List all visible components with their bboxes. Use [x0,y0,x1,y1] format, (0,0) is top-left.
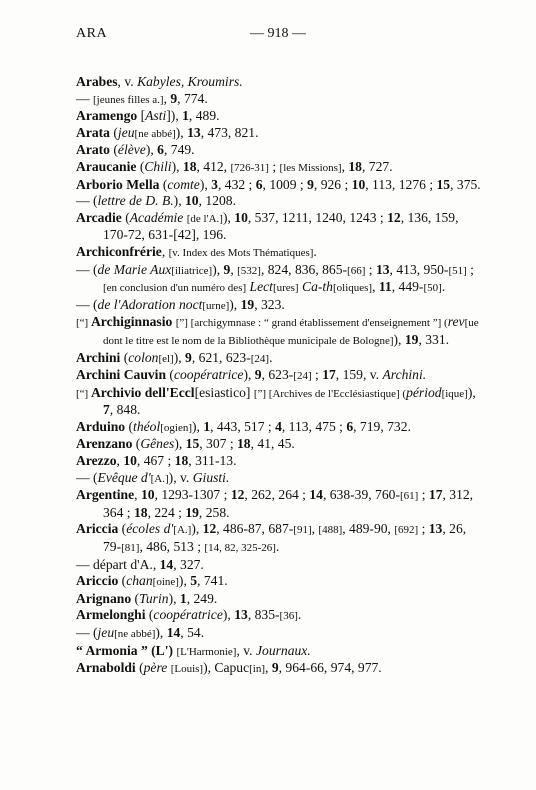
entry-headword: Arcadie [76,209,122,225]
entry-text: Archini. [382,367,427,383]
entry-headword: 9 [271,660,279,676]
entry-text: [”] [archigymnase : “ grand établissement d'enseignement ”] ( [175,317,448,330]
index-entry [76,177,481,194]
entry-text: ; [466,261,474,277]
entry-text: lettre de D. B. [97,193,174,209]
entry-text: [ne abbé] [114,628,156,640]
entry-text: Journaux. [255,642,311,658]
entry-text: [24] [293,370,312,383]
entry-text: [en conclusion d'un numéro des] [103,282,247,295]
entry-text: ( [159,176,168,192]
entry-headword: 9 [254,367,262,383]
entry-text: [v. Index des Mots Thématiques] [168,246,314,259]
entry-text: rev [447,314,465,330]
entry-headword: 17 [322,367,336,383]
entry-text: Kabyles, Kroumirs. [137,74,243,89]
entry-text: ; [365,261,376,277]
index-entry [76,91,481,109]
entry-text: , 489-90, [342,521,395,537]
entry-text: . [297,607,302,623]
entry-headword: 18 [182,158,197,174]
entry-headword: 5 [190,573,198,589]
entry-headword: 6 [346,418,354,434]
index-entry [76,262,481,297]
entry-text: , v. [117,74,138,89]
entry-text: écoles d' [126,521,174,537]
index-entry [76,125,481,143]
entry-headword: Araucanie [76,158,137,174]
entry-text: [692] [394,524,419,537]
entry-text: . [313,243,317,259]
entry-text: [“] [76,387,91,400]
entry-text: , 489. [188,108,220,124]
entry-text: Evêque d' [97,469,151,485]
entry-text: [ [137,108,146,124]
entry-text: ), [174,436,186,452]
entry-text: ( [118,573,127,589]
entry-text: Académie [129,209,184,225]
index-entry [76,453,481,470]
entry-text: [ures] [272,282,299,295]
entry-headword: 6 [157,142,164,158]
entry-text: , [372,279,379,295]
entry-text: , 774. [177,90,208,106]
entry-text: élève [117,142,146,158]
entry-text: ( [121,209,130,225]
entry-headword: 19 [185,504,199,520]
entry-headword: 4 [275,418,282,434]
entry-text: . [275,539,280,555]
entry-text: , 375. [450,176,481,192]
index-entry [76,193,481,210]
entry-text: , 41, 45. [250,436,295,452]
entry-text: [iliatrice] [171,264,213,277]
entry-text: [A.] [173,524,192,537]
entry-headword: 10 [185,193,199,209]
entry-text: , [265,660,272,676]
entry-text: ), [243,367,255,383]
entry-text: Turin [139,590,169,606]
entry-headword: 13 [234,607,248,623]
entry-text: [oliques] [332,282,373,295]
entry-text: . [269,349,273,365]
entry-text: , 113, 475 ; [281,418,347,434]
entry-headword: 19 [240,296,255,312]
entry-text: [urne] [202,299,230,312]
entry-text: , [230,261,238,277]
entry-text: , 258. [198,504,230,520]
entry-headword: “ Armonia ” (L') [76,642,174,658]
entry-text: , 54. [180,625,205,640]
entry-headword: Arnaboldi [76,660,136,676]
entry-text: , 432 ; [217,176,256,192]
entry-headword: Archivio dell'Eccl [90,384,195,400]
entry-text: [24] [250,352,270,365]
entry-headword: Argentine [76,487,135,503]
entry-headword: 15 [185,436,200,452]
entry-text: [50] [423,282,442,295]
entry-headword: 10 [123,453,137,469]
entry-text: [el] [158,352,174,365]
entry-text: , 262, 264 ; [244,487,310,503]
entry-headword: 12 [387,209,401,225]
entry-text: , 26, 79- [103,521,467,555]
entry-text: , 312, 364 ; [103,487,474,520]
index-entry [76,557,481,574]
entry-text: ; [418,521,429,537]
entry-headword: Arduino [76,418,126,434]
entry-text: , 1293-1307 ; [154,487,231,503]
entry-text: — ( [76,469,98,485]
entry-text: , v. [236,642,256,658]
entry-headword: 18 [237,436,251,452]
entry-text: périod [406,384,442,400]
entry-headword: 17 [428,487,443,503]
entry-headword: 6 [255,176,263,192]
entry-text: ; [311,367,323,383]
index-entry [76,159,481,177]
entry-headword: 9 [307,176,314,192]
entry-headword: 10 [351,176,366,192]
entry-text: , 467 ; [136,453,175,469]
entry-text: , 621, 623- [191,349,251,365]
entry-text: , 964-66, 974, 977. [278,660,382,676]
entry-text: , 926 ; [313,176,352,192]
entry-text: jeu [117,124,135,140]
entry-text: [A.] [150,472,169,485]
entry-text: chan [126,573,153,589]
entry-text: ), [222,607,235,623]
entry-text: ( [135,660,144,676]
entry-headword: 14 [166,625,181,640]
entry-text: , 1009 ; [262,176,308,192]
entry-text: Lect [249,279,273,295]
index-entry [76,591,481,608]
entry-text: , 412, [196,158,231,174]
entry-headword: 1 [203,418,211,434]
entry-text: coopératrice [173,367,244,383]
index-entry [76,350,481,368]
entry-text: ), [173,349,186,365]
entry-text: , 727. [361,158,393,174]
entry-headword: 13 [375,261,390,277]
entry-text: , 749. [163,142,195,158]
entry-text: , 486-87, 687- [216,521,294,537]
entry-text: [61] [399,490,419,503]
index-entry [76,521,481,556]
entry-text: Asti [145,108,167,124]
entry-headword: 18 [174,453,189,469]
entry-text: ), Capuc [203,660,250,676]
entry-text: , 835- [247,607,280,623]
entry-text: Chili [144,158,172,174]
entry-text: [ne abbé] [134,127,176,140]
entry-text: ), [175,124,188,140]
entry-text: [ue dont le titre est le nom de la Bibliothèque municipale de Bologne] [103,317,479,347]
entry-headword: 18 [133,504,148,520]
entry-text: , 443, 517 ; [210,418,276,434]
entry-text: , 136, 159, 170-72, 631-[42], 196. [103,209,459,243]
entry-text: , 159, v. [335,367,383,383]
page-number: — 918 — [250,26,306,41]
index-entry [76,470,481,488]
entry-text: , 824, 836, 865- [260,261,348,277]
entry-text: coopératrice [153,607,223,623]
index-entry [76,210,481,244]
entry-text: , 249. [186,590,218,606]
entry-text: ( [166,367,174,383]
entry-text: ), [155,625,167,640]
entry-text: — ( [76,625,98,640]
entry-text: ), [393,331,405,347]
entry-text: ( [145,607,154,623]
index-entry [76,607,481,625]
index-entry [76,487,481,521]
index-entry [76,385,481,419]
entry-headword: 15 [436,176,451,192]
index-entry [76,419,481,437]
entry-text: ), v. [168,469,193,485]
entry-headword: 13 [187,124,201,140]
entry-headword: Ariccia [76,521,119,537]
entry-text: , 331. [418,331,450,347]
entry-text: , [311,521,319,537]
entry-headword: 11 [378,279,392,295]
entry-headword: 18 [348,158,362,174]
entry-text: ( [118,521,127,537]
index-entry [76,297,481,315]
entry-headword: 1 [182,108,189,124]
entry-headword: Archini [76,349,121,365]
index-entry [76,367,481,385]
index-entries [76,74,481,678]
entry-headword: Arenzano [76,436,133,452]
entry-text: , 638-39, 760- [322,487,400,503]
entry-headword: Aramengo [76,108,138,124]
index-entry [76,625,481,643]
entry-headword: Ariccio [76,573,119,589]
entry-headword: 14 [309,487,323,503]
entry-text: , 224 ; [147,504,186,520]
entry-text: [Louis] [170,663,204,676]
entry-text: , [116,453,124,469]
entry-text: [726-31] [230,161,269,174]
entry-headword: 10 [140,487,155,503]
entry-text: — départ d'A., [76,556,160,572]
entry-headword: 1 [179,590,187,606]
entry-text: [les Missions] [279,161,342,174]
entry-text: — ( [76,296,98,312]
entry-headword: 19 [404,331,419,347]
index-entry [76,643,481,661]
index-entry [76,244,481,262]
entry-text: [in] [249,663,266,676]
entry-text: , 537, 1211, 1240, 1243 ; [247,209,388,225]
entry-text: ]), [166,108,183,124]
entry-text: , 719, 732. [353,418,411,434]
entry-headword: 12 [230,487,245,503]
entry-headword: Archiconfrérie [76,243,162,259]
entry-headword: 9 [223,261,231,277]
entry-headword: Archiginnasio [90,314,173,330]
entry-text: de l'Adoration noct [97,296,203,312]
entry-headword: 14 [159,556,174,572]
entry-headword: Arata [76,124,110,140]
entry-headword: 3 [211,176,218,192]
entry-text: [14, 82, 325-26] [204,542,276,555]
entry-text: — [76,90,93,106]
entry-text: , 741. [197,573,228,589]
index-entry [76,74,481,91]
entry-headword: 9 [185,349,192,365]
entry-text: , [134,487,141,503]
entry-text: ( [120,349,129,365]
entry-text: , 449- [391,279,424,295]
entry-text: , 311-13. [188,453,237,469]
entry-text: jeu [97,625,115,640]
entry-text: ), [192,418,204,434]
entry-headword: Archini Cauvin [76,367,167,383]
entry-headword: 13 [428,521,443,537]
entry-text: a.] [152,93,164,106]
entry-headword: Arborio Mella [76,176,160,192]
entry-text: [488] [318,524,343,537]
entry-text: ; [268,158,280,174]
entry-text: , 486, 513 ; [139,539,205,555]
entry-text: ), [229,296,241,312]
entry-text: , 473, 821. [200,124,259,140]
entry-text: ( [136,158,145,174]
entry-text: comte [167,176,200,192]
entry-text: théol [133,418,161,434]
running-head: ARA [76,26,108,41]
entry-text: [L'Harmonie] [176,645,237,658]
entry-text: , 307 ; [199,436,237,452]
index-entry [76,142,481,159]
entry-text: [”] [Archives de l'Ecclésiastique] ( [253,387,407,400]
entry-text: [51] [448,264,467,277]
index-entry [76,436,481,453]
entry-text: colon [128,349,159,365]
entry-text: — ( [76,193,98,209]
entry-text: , 413, 950- [389,261,449,277]
index-entry [76,314,481,349]
entry-headword: 12 [202,521,217,537]
entry-text: . [441,279,446,295]
entry-text: , 327. [173,556,204,572]
entry-headword: 10 [234,209,248,225]
entry-text: — ( [76,261,98,277]
entry-text: ( [132,436,141,452]
index-entry [76,573,481,591]
entry-text: , 1208. [198,193,236,209]
entry-headword: Arato [76,142,110,158]
entry-text: ( [109,124,118,140]
entry-text: ), [222,209,235,225]
entry-text: ( [131,590,140,606]
entry-text: ), [145,142,158,158]
index-entry [76,108,481,125]
entry-text: Gênes [140,436,175,452]
entry-text: ( [125,418,134,434]
entry-headword: Arezzo [76,453,117,469]
entry-text: ), [171,158,183,174]
entry-text: , [161,243,169,259]
entry-text: , [341,158,349,174]
entry-text: [532] [237,264,261,277]
entry-text: , [163,90,171,106]
entry-headword: Arignano [76,590,132,606]
entry-text: ), [191,521,203,537]
entry-text: ), [199,176,212,192]
index-entry [76,660,481,678]
entry-text: [jeunes filles [93,93,153,106]
entry-headword: 9 [170,90,178,106]
entry-text: de Marie Aux [97,261,172,277]
entry-text: ), [168,590,180,606]
entry-text: ; [418,487,429,503]
entry-text: [91] [293,524,312,537]
entry-text: Giusti. [192,469,230,485]
entry-text: [66] [347,264,366,277]
entry-text: [ogien] [160,421,192,434]
entry-text: ), [467,384,476,400]
entry-headword: Arabes [76,74,118,89]
entry-text: Ca-th [302,279,333,295]
entry-text: [ique] [441,387,468,400]
entry-text: père [143,660,168,676]
entry-text: [oine] [152,576,179,589]
entry-text: [“] [76,317,91,330]
entry-text: [esiastico] [194,384,254,400]
entry-text: ), [212,261,224,277]
entry-text: ), [178,573,191,589]
entry-text: , 323. [254,296,285,312]
entry-text: , 848. [109,402,141,418]
entry-text: ), [173,193,185,209]
entry-text: , 113, 1276 ; [365,176,437,192]
entry-text: [36] [279,610,298,623]
entry-text: [81] [121,542,140,555]
entry-text: ( [109,142,118,158]
entry-text: [de l'A.] [186,212,223,225]
entry-headword: 7 [103,402,110,418]
entry-text: , 623- [261,367,294,383]
entry-headword: Armelonghi [76,607,146,623]
